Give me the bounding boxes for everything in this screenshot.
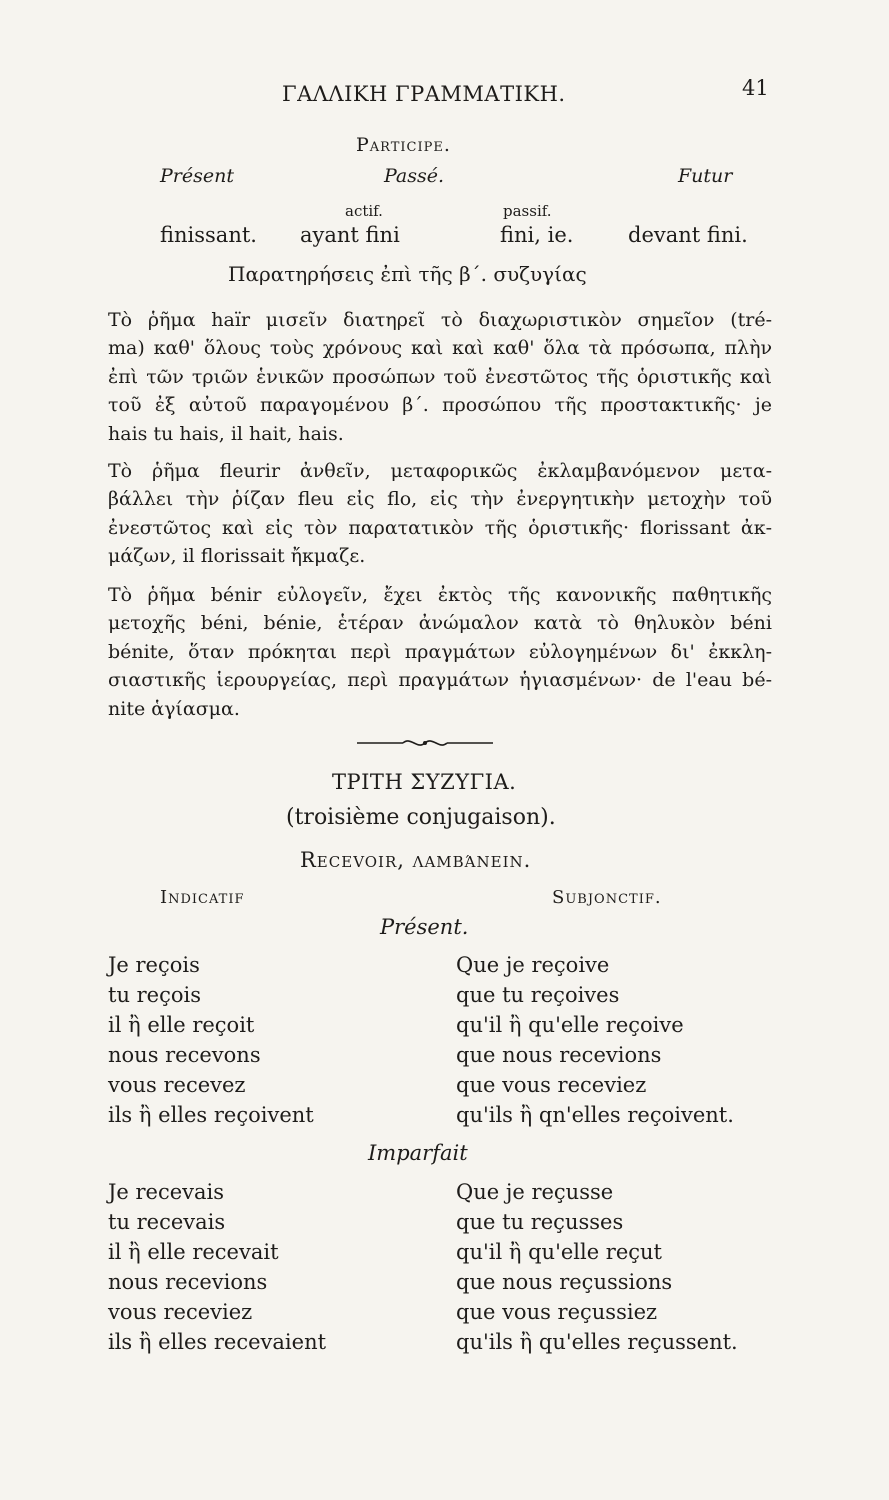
paragraph-line: nite ἁγίασμα. (108, 697, 240, 720)
passif-label: passif. (503, 202, 552, 220)
remark-paragraph-bénir (108, 581, 772, 723)
paragraph-line: ἐνεστῶτος καὶ εἰς τὸν παρατατικὸν τῆς ὁριστικῆς· florissant ἀκ- (108, 516, 772, 539)
conjugation-subtitle: (troisième conjugaison). (286, 805, 556, 830)
present-subjonctif-row: que vous receviez (456, 1073, 647, 1097)
imparfait-subjonctif-row: Que je reçusse (456, 1180, 614, 1204)
present-indicatif-row: ils ἢ elles reçoivent (108, 1103, 314, 1127)
actif-participle: ayant fini (300, 223, 400, 247)
indicatif-label: Indicatif (160, 887, 245, 908)
paragraph-line: μάζων, il florissait ἤκμαζε. (108, 545, 366, 568)
present-subjonctif-row: qu'ils ἢ qn'elles reçoivent. (456, 1103, 734, 1127)
paragraph-line: ma) καθ' ὅλους τοὺς χρόνους καὶ καὶ καθ' ὅλα τὰ πρόσωπα, πλὴν (108, 337, 772, 360)
running-title: ΓΑΛΛΙΚΗ ΓΡΑΜΜΑΤΙΚΗ. (282, 82, 566, 106)
present-participle: finissant. (160, 223, 257, 247)
paragraph-line: Τὸ ῥῆμα haïr μισεῖν διατηρεῖ τὸ διαχωριστικὸν σημεῖον (tré- (108, 309, 772, 331)
participe-heading: Participe. (356, 134, 451, 156)
paragraph-line: μετοχῆς béni, bénie, ἑτέραν ἀνώμαλον κατὰ τὸ θηλυκὸν béni (108, 612, 772, 635)
passe-label: Passé. (384, 165, 445, 187)
imparfait-indicatif-row: vous receviez (108, 1300, 253, 1324)
imparfait-indicatif-row: nous recevions (108, 1270, 268, 1294)
imparfait-indicatif-row: tu recevais (108, 1210, 226, 1234)
imparfait-subjonctif-row: que vous reçussiez (456, 1300, 658, 1324)
present-subjonctif-row: que tu reçoives (456, 983, 620, 1007)
futur-label: Futur (678, 165, 733, 187)
paragraph-line: hais tu hais, il hait, hais. (108, 422, 344, 445)
imparfait-indicatif-row: il ἢ elle recevait (108, 1240, 279, 1264)
paragraph-line: Τὸ ῥῆμα bénir εὐλογεῖν, ἔχει ἐκτὸς τῆς κανονικῆς παθητικῆς (108, 584, 772, 606)
paragraph-line: Τὸ ῥῆμα fleurir ἀνθεῖν, μεταφορικῶς ἐκλαμβανόμενον μετα- (108, 460, 772, 482)
imparfait-tense-label: Imparfait (368, 1141, 468, 1165)
present-indicatif-row: tu reçois (108, 983, 202, 1007)
present-subjonctif-row: que nous recevions (456, 1043, 662, 1067)
imparfait-indicatif-row: Je recevais (108, 1180, 225, 1204)
present-subjonctif-row: qu'il ἢ qu'elle reçoive (456, 1013, 684, 1037)
paragraph-line: bénite, ὅταν πρόκηται περὶ πραγμάτων εὐλογημένων δι' ἐκκλη- (108, 640, 772, 663)
remark-paragraph-haïr (108, 306, 772, 448)
present-subjonctif-row: Que je reçoive (456, 953, 610, 977)
paragraph-line: τοῦ ἐξ αὐτοῦ παραγομένου β΄. προσώπου τῆς προστακτικῆς· je (108, 394, 772, 417)
imparfait-indicatif-row: ils ἢ elles recevaient (108, 1330, 327, 1354)
present-indicatif-row: il ἢ elle reçoit (108, 1013, 255, 1037)
paragraph-line: ἐπὶ τῶν τριῶν ἑνικῶν προσώπων τοῦ ἐνεστῶτος τῆς ὁριστικῆς καὶ (108, 365, 772, 388)
present-label: Présent (160, 165, 234, 187)
present-indicatif-row: Je reçois (108, 953, 200, 977)
conjugation-title: ΤΡΙΤΗ ΣΥΖΥΓΙΑ. (332, 770, 517, 794)
remark-paragraph-fleurir (108, 457, 772, 571)
imparfait-subjonctif-row: que tu reçusses (456, 1210, 624, 1234)
paragraph-line: σιαστικῆς ἱερουργείας, περὶ πραγμάτων ἡγιασμένων· de l'eau bé- (108, 669, 772, 692)
verb-line (300, 848, 531, 872)
futur-participle: devant fini. (628, 223, 748, 247)
subjonctif-label: Subjonctif. (552, 887, 662, 908)
imparfait-subjonctif-row: qu'il ἢ qu'elle reçut (456, 1240, 663, 1264)
paragraph-line: βάλλει τὴν ῥίζαν fleu εἰς flo, εἰς τὴν ἐνεργητικὴν μετοχὴν τοῦ (108, 488, 772, 511)
remarks-heading: Παρατηρήσεις ἐπὶ τῆς β΄. συζυγίας (228, 262, 587, 286)
present-indicatif-row: vous recevez (108, 1073, 246, 1097)
passif-participle: fini, ie. (500, 223, 574, 247)
imparfait-subjonctif-row: qu'ils ἢ qu'elles reçussent. (456, 1330, 738, 1354)
present-tense-label: Présent. (380, 915, 469, 939)
present-indicatif-row: nous recevons (108, 1043, 261, 1067)
page-number: 41 (742, 76, 769, 100)
actif-label: actif. (345, 202, 383, 220)
imparfait-subjonctif-row: que nous reçussions (456, 1270, 673, 1294)
verb-infinitive: Recevoir, λαμβάνειν. (300, 848, 532, 872)
ornament-divider (355, 736, 495, 750)
